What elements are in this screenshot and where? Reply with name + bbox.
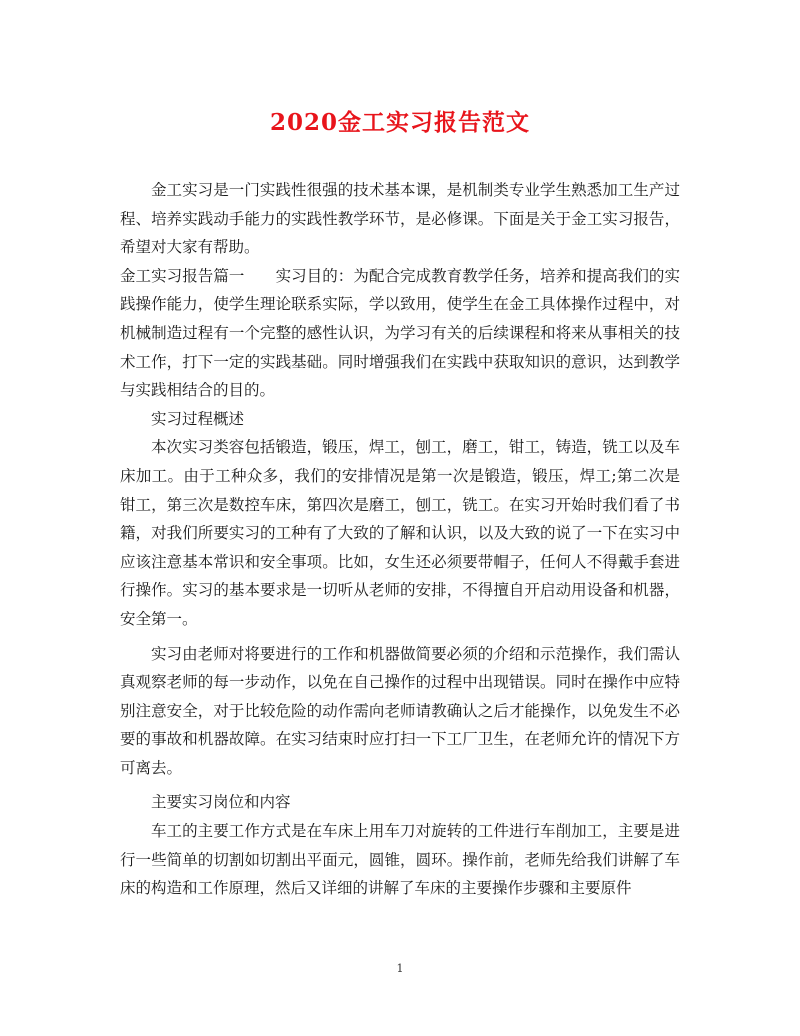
- process-paragraph: 本次实习类容包括锻造，锻压，焊工，刨工，磨工，钳工，铸造，铣工以及车床加工。由于工种众多，我们的安排情况是第一次是锻造，锻压，焊工;第二次是钳工，第三次是数控车床，第四次是磨工，刨工，铣工。在实习开始时我们看了书籍，对我们所要实习的工种有了大致的了解和认识，以及大致的说了一下在实习中应该注意基本常识和安全事项。比如，女生还必须要带帽子，任何人不得戴手套进行操作。实习的基本要求是一切听从老师的安排，不得擅自开启动用设备和机器，安全第一。: [120, 438, 680, 628]
- document-title: 2020金工实习报告范文: [269, 109, 530, 136]
- section-heading-process: 实习过程概述: [151, 409, 245, 428]
- lathe-paragraph: 车工的主要工作方式是在车床上用车刀对旋转的工件进行车削加工，主要是进行一些简单的切割如切割出平面元，圆锥，圆环。操作前，老师先给我们讲解了车床的构造和工作原理，然后又详细的讲解了车床的主要操作步骤和主要原件: [120, 822, 680, 898]
- intro-paragraph: 金工实习是一门实践性很强的技术基本课，是机制类专业学生熟悉加工生产过程、培养实践动手能力的实践性教学环节，是必修课。下面是关于金工实习报告，希望对大家有帮助。: [120, 181, 680, 257]
- page-number: 1: [396, 962, 404, 975]
- section-one-paragraph: 金工实习报告篇一 实习目的：为配合完成教育教学任务，培养和提高我们的实践操作能力，使学生理论联系实际，学以致用，使学生在金工具体操作过程中，对机械制造过程有一个完整的感性认识，为学习有关的后续课程和将来从事相关的技术工作，打下一定的实践基础。同时增强我们在实践中获取知识的意识，达到教学与实践相结合的目的。: [120, 266, 680, 400]
- document-body: [120, 176, 680, 903]
- section-heading-positions: 主要实习岗位和内容: [151, 793, 291, 812]
- procedure-paragraph: 实习由老师对将要进行的工作和机器做简要必须的介绍和示范操作，我们需认真观察老师的每一步动作，以免在自己操作的过程中出现错误。同时在操作中应特别注意安全，对于比较危险的动作需向老师请教确认之后才能操作，以免发生不必要的事故和机器故障。在实习结束时应打扫一下工厂卫生，在老师允许的情况下方可离去。: [120, 644, 680, 777]
